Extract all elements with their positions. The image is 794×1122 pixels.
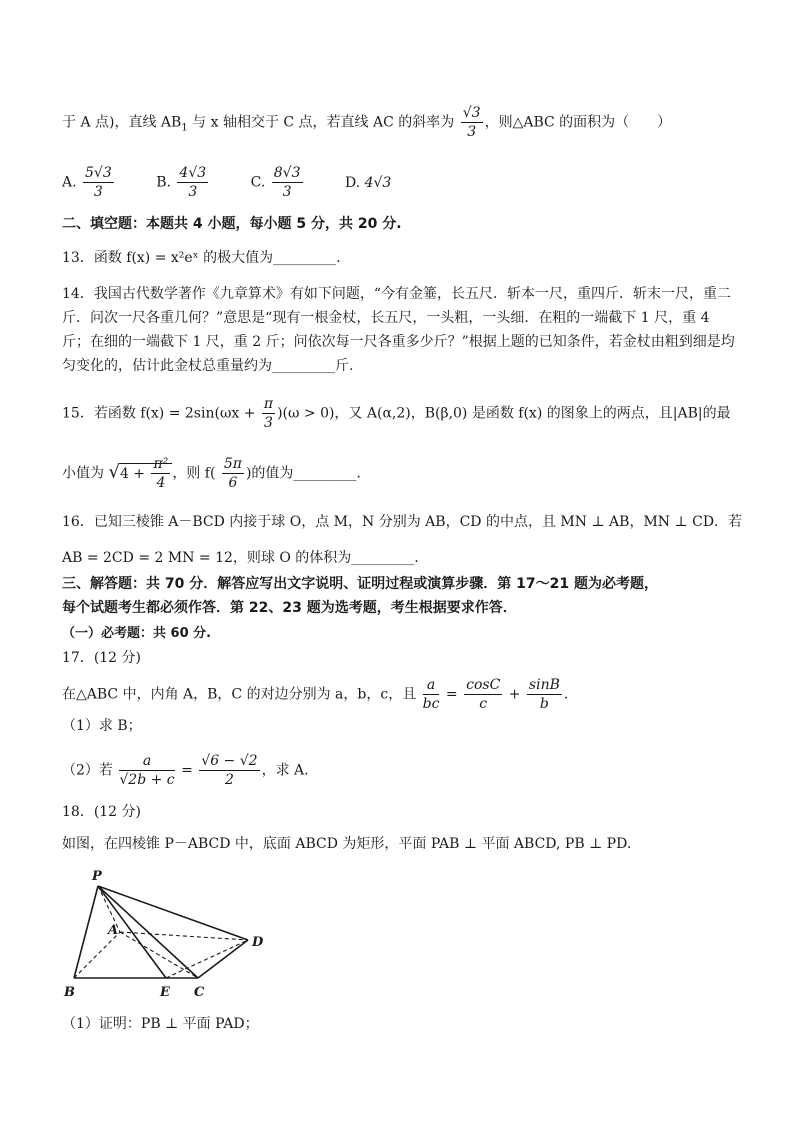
- q14-line-2: 斤．问次一尺各重几何？”意思是“现有一根金杖，长五尺，一头粗，一头细．在粗的一端截下 1 尺，重 4: [62, 310, 710, 326]
- hidden-edge-ac: [120, 932, 198, 978]
- q12-option-a: [62, 164, 116, 201]
- q17-p2-right-frac: [199, 752, 259, 789]
- q17-p2-text-a: （2）若: [62, 762, 113, 779]
- q17-head: 17．(12 分): [62, 650, 142, 666]
- option-label: C.: [250, 174, 266, 191]
- pyramid-figure: [60, 868, 280, 1000]
- q18-part-1: （1）证明：PB ⊥ 平面 PAD；: [62, 1016, 259, 1032]
- frac-num: √6 − √2: [201, 753, 258, 769]
- option-value: 4√3: [364, 174, 392, 191]
- q15-line-1: [62, 395, 734, 432]
- section-3-heading-2: 每个试题考生都必须作答．第 22、23 题为选考题，考生根据要求作答．: [62, 600, 517, 616]
- q17-frac-2: [464, 676, 502, 713]
- option-label: B.: [156, 174, 171, 191]
- q17-frac-3: [527, 676, 562, 713]
- q12-text-b: 与 x 轴相交于 C 点，若直线 AC 的斜率为: [187, 114, 455, 131]
- q18-stem: 如图，在四棱锥 P－ABCD 中，底面 ABCD 为矩形，平面 PAB ⊥ 平面 ABCD, PB ⊥ PD.: [62, 836, 632, 852]
- frac-num: a: [423, 676, 440, 695]
- option-num: 4√3: [179, 165, 207, 181]
- q15-pi-fraction: [262, 395, 275, 432]
- vertex-label-b: B: [64, 985, 75, 1000]
- option-label: A.: [62, 174, 77, 191]
- edge-cd: [198, 940, 248, 978]
- vertex-label-e: E: [160, 985, 170, 1000]
- hidden-edge-ba: [74, 932, 120, 978]
- q12-stem: [62, 104, 734, 141]
- q14-line-4: 匀变化的，估计此金杖总重量约为_________斤.: [62, 358, 354, 374]
- q14-line-3: 斤；在细的一端截下 1 尺，重 2 斤；问依次每一尺各重多少斤？”根据上题的已知条件，若金杖由粗到细是均: [62, 334, 735, 350]
- q12-slope-den: 3: [467, 124, 477, 140]
- section-2-heading: 二、填空题：本题共 4 小题，每小题 5 分，共 20 分.: [62, 216, 402, 232]
- q15-pi-num: π: [263, 396, 274, 412]
- q15-sqrt-a: 4 +: [119, 465, 146, 482]
- q14-line-1: 14．我国古代数学著作《九章算术》有如下问题，“今有金箠，长五尺．斩本一尺，重四斤．斩末一尺，重二: [62, 286, 731, 302]
- option-den: 3: [93, 184, 103, 200]
- section-3-heading-1: 三、解答题：共 70 分．解答应写出文字说明、证明过程或演算步骤．第 17～21 题为必考题，: [62, 576, 658, 592]
- equals-sign: =: [445, 686, 458, 703]
- option-num: 5√3: [85, 165, 112, 181]
- q16-line-1: 16．已知三棱锥 A－BCD 内接于球 O，点 M，N 分别为 AB，CD 的中点，且 MN ⊥ AB，MN ⊥ CD．若: [62, 514, 743, 530]
- q12-text-c: ，则△ABC 的面积为（ ）: [484, 114, 672, 131]
- q17-stem-text: 在△ABC 中，内角 A，B，C 的对边分别为 a，b，c，且: [62, 686, 417, 703]
- edge-pb: [74, 886, 98, 978]
- q15-arg-fraction: [222, 455, 244, 492]
- frac-den: b: [539, 696, 549, 712]
- vertex-label-p: P: [92, 869, 102, 884]
- frac-den: bc: [422, 696, 440, 712]
- q17-frac-1: [423, 676, 440, 713]
- q12-option-c: [251, 164, 305, 201]
- frac-num: a: [119, 752, 174, 771]
- vertex-label-d: D: [252, 935, 264, 950]
- q12-text-a: 于 A 点)，直线 AB: [62, 114, 182, 131]
- q15-text-d: ，则 f(: [172, 465, 216, 482]
- plus-sign: +: [508, 686, 521, 703]
- q16-line-2: AB = 2CD = 2 MN = 12，则球 O 的体积为_________.: [62, 550, 419, 566]
- q15-text-c: 小值为: [62, 465, 104, 482]
- required-heading: （一）必考题：共 60 分.: [62, 626, 212, 641]
- frac-den: √2b + c: [119, 772, 175, 788]
- q12-option-d: [345, 171, 391, 195]
- q15-text-a: 15．若函数 f(x) = 2sin(ωx +: [62, 405, 256, 422]
- vertex-label-a: A: [108, 923, 119, 938]
- option-num: 8√3: [273, 165, 301, 181]
- frac-num: cosC: [466, 677, 501, 693]
- q15-arg-num: 5π: [223, 456, 242, 472]
- q17-part-1: （1）求 B；: [62, 718, 142, 734]
- q12-option-b: [156, 164, 210, 201]
- q15-sq-num: π²: [153, 456, 169, 472]
- q15-sq-den: 4: [156, 475, 166, 491]
- frac-den: c: [479, 696, 488, 712]
- q12-sub: 1: [181, 122, 188, 134]
- equals-sign: =: [181, 762, 193, 779]
- q15-text-e: )的值为_________.: [245, 465, 361, 482]
- vertex-label-c: C: [194, 985, 205, 1000]
- q12-slope-num: √3: [462, 105, 481, 121]
- q15-arg-den: 6: [228, 475, 238, 491]
- q17-p2-left-frac: [119, 752, 174, 789]
- q15-pi-den: 3: [264, 415, 273, 431]
- option-fraction: [177, 164, 208, 201]
- frac-den: 2: [224, 772, 234, 788]
- q15-radicand: [119, 456, 172, 491]
- q17-part-2: [62, 752, 734, 789]
- period: .: [563, 686, 569, 703]
- q17-stem: [62, 676, 734, 713]
- q13: 13．函数 f(x) = x²eˣ 的极大值为_________.: [62, 250, 341, 266]
- option-fraction: [272, 164, 303, 201]
- q17-p2-text-b: ，求 A.: [261, 762, 309, 779]
- q12-options: [62, 164, 734, 201]
- option-den: 3: [282, 184, 292, 200]
- option-den: 3: [188, 184, 198, 200]
- frac-num: sinB: [528, 677, 560, 693]
- q18-head: 18．(12 分): [62, 804, 142, 820]
- sqrt-icon: √: [108, 461, 120, 483]
- option-label: D.: [344, 174, 361, 191]
- q12-slope-fraction: [461, 104, 483, 141]
- q15-text-b: )(ω > 0)，又 A(α,2)，B(β,0) 是函数 f(x) 的图象上的两点，且|AB|的最: [277, 405, 731, 422]
- q15-line-2: [62, 455, 734, 492]
- q15-sq-fraction: [151, 455, 170, 492]
- option-fraction: [83, 164, 114, 201]
